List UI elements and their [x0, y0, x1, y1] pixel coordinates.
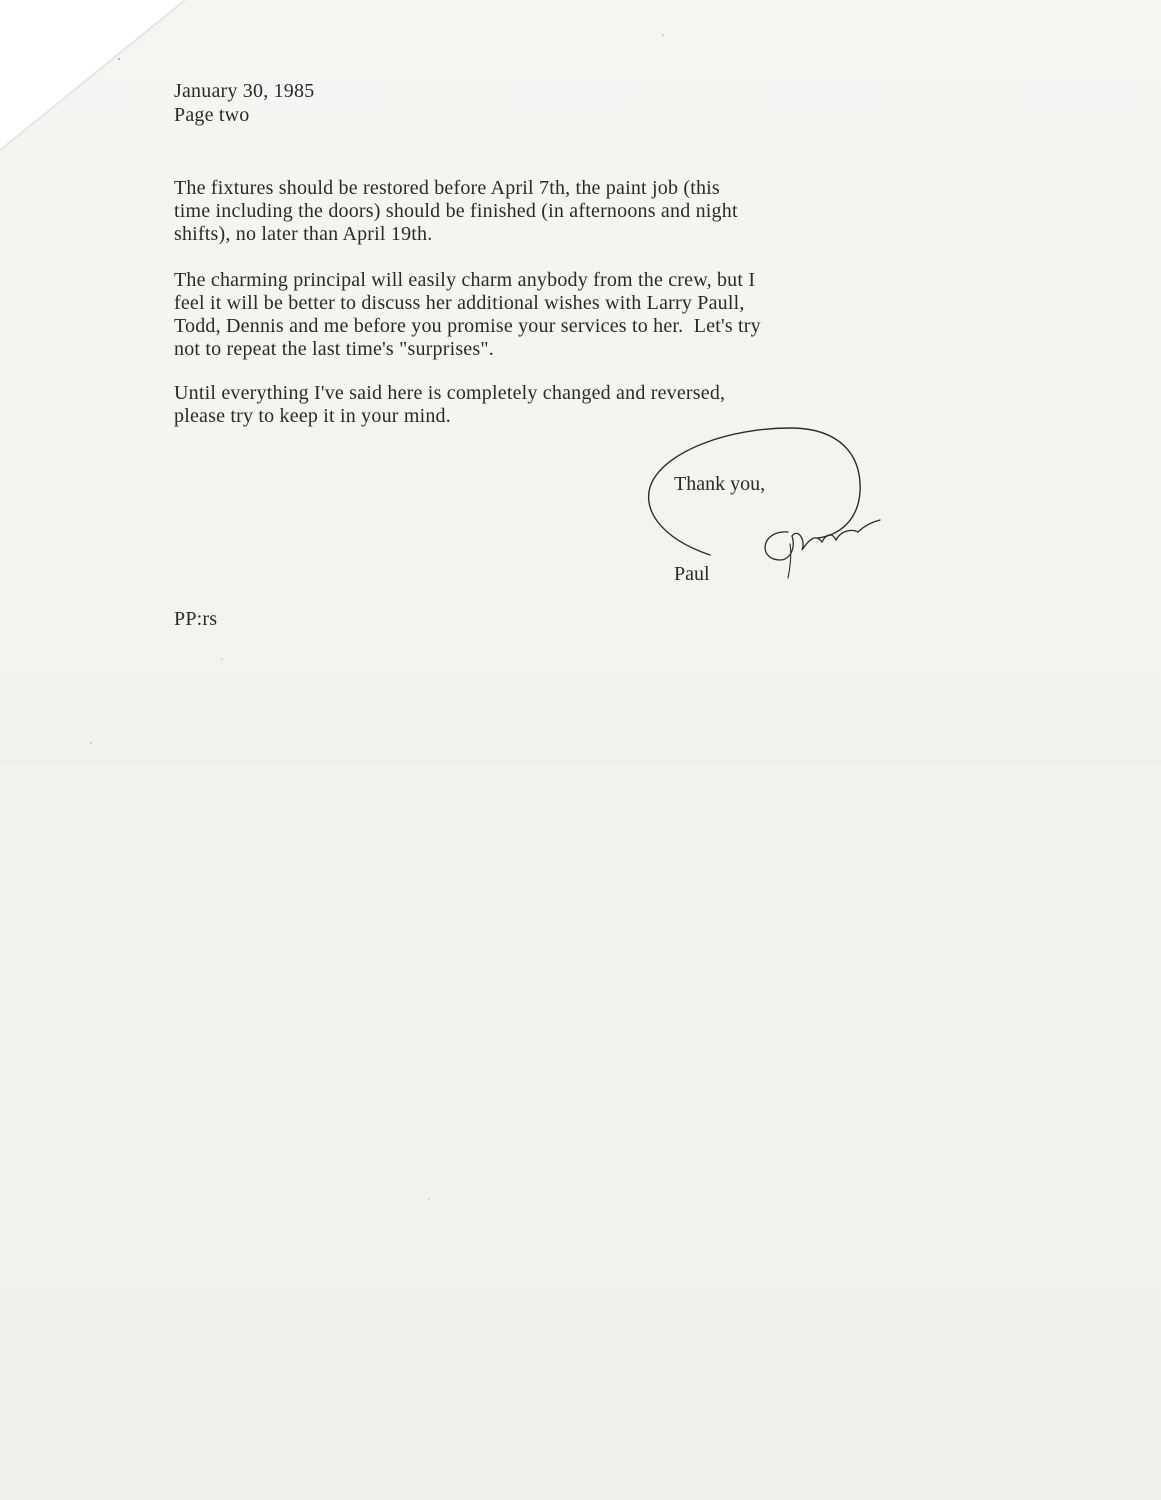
signer-name: Paul — [674, 563, 710, 585]
paragraph-3-line-2: please try to keep it in your mind. — [174, 405, 451, 427]
paper-speck — [90, 742, 92, 744]
paper-speck — [428, 1198, 430, 1200]
paper-speck — [662, 34, 664, 36]
paragraph-2-line-3: Todd, Dennis and me before you promise your services to her. Let's try — [174, 315, 761, 337]
paper-speck — [118, 58, 120, 60]
fold-crease — [0, 760, 1161, 761]
paper-speck — [221, 658, 223, 660]
paragraph-2-line-2: feel it will be better to discuss her additional wishes with Larry Paull, — [174, 292, 745, 314]
page-number: Page two — [174, 104, 250, 126]
paragraph-1-line-1: The fixtures should be restored before April 7th, the paint job (this — [174, 177, 720, 199]
reference-initials: PP:rs — [174, 608, 218, 630]
letter-date: January 30, 1985 — [174, 80, 315, 102]
paragraph-1-line-3: shifts), no later than April 19th. — [174, 223, 433, 245]
folded-corner — [0, 0, 200, 160]
closing-salutation: Thank you, — [674, 473, 766, 495]
paragraph-1-line-2: time including the doors) should be finished (in afternoons and night — [174, 200, 738, 222]
paragraph-3-line-1: Until everything I've said here is completely changed and reversed, — [174, 382, 726, 404]
paragraph-2-line-4: not to repeat the last time's "surprises". — [174, 338, 494, 360]
paragraph-2-line-1: The charming principal will easily charm anybody from the crew, but I — [174, 269, 756, 291]
